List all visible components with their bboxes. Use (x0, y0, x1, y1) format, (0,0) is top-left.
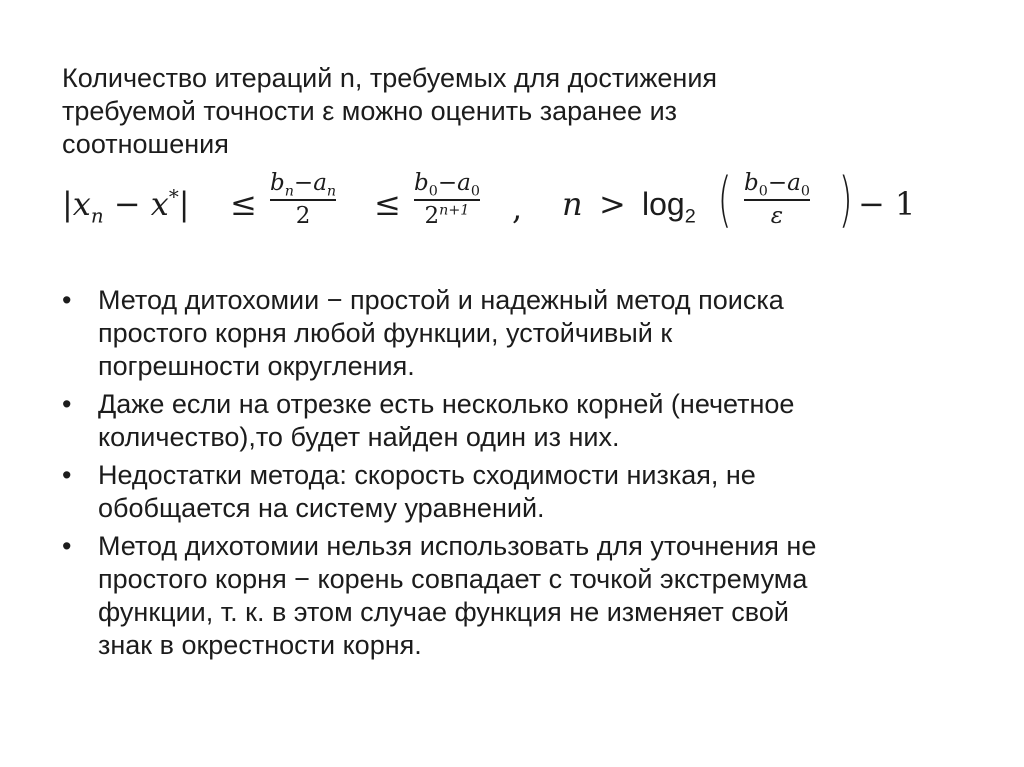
formula-log: $\log_2$ (642, 186, 696, 228)
intro-paragraph (62, 62, 942, 161)
bullet-item (62, 459, 962, 525)
formula-fraction-3: $b_0-a_0$ ε (744, 170, 810, 229)
bullet-line: обобщается на систему уравнений. (98, 493, 545, 523)
formula-gt-sign: > (599, 185, 626, 223)
formula-fraction-2: $b_0-a_0$ $2^{n+1}$ (414, 170, 480, 229)
formula-leq-sign: ≤ (374, 185, 401, 223)
formula-leq-sign: ≤ (230, 185, 257, 223)
bullet-line: Даже если на отрезке есть несколько корней (нечетное (98, 389, 795, 419)
formula-n: n (562, 185, 583, 223)
bullet-line: простого корня любой функции, устойчивый к (98, 318, 673, 348)
formula-minus-one: − 1 (858, 185, 916, 223)
bullet-line: знак в окрестности корня. (98, 630, 422, 660)
bullet-line: функции, т. к. в этом случае функция не изменяет свой (98, 597, 789, 627)
intro-line: Количество итераций n, требуемых для достижения (62, 63, 718, 93)
bullet-line: простого корня − корень совпадает с точкой экстремума (98, 564, 808, 594)
intro-line: соотношения (62, 129, 229, 159)
bullet-line: количество),то будет найден один из них. (98, 422, 620, 452)
bullet-item (62, 284, 962, 383)
bullet-item (62, 530, 962, 662)
formula-error-term: $|x_n - x^*|$ (62, 185, 190, 228)
bullet-line: Метод дихотомии нельзя использовать для уточнения не (98, 531, 817, 561)
formula-paren-close: ) (838, 165, 853, 235)
formula-fraction-1: $b_n-a_n$ 2 (270, 170, 337, 229)
iteration-estimate-formula (62, 165, 962, 246)
intro-line: требуемой точности ε можно оценить заранее из (62, 96, 678, 126)
bullet-line: Недостатки метода: скорость сходимости низкая, не (98, 460, 756, 490)
bullet-list (62, 284, 962, 667)
formula-paren-open: ( (717, 165, 732, 235)
bullet-icon: • (62, 389, 72, 419)
bullet-line: погрешности округления. (98, 351, 415, 381)
bullet-icon: • (62, 285, 72, 315)
bullet-line: Метод дитохомии − простой и надежный метод поиска (98, 285, 784, 315)
formula-comma: , (512, 189, 523, 227)
bullet-icon: • (62, 460, 72, 490)
bullet-icon: • (62, 531, 72, 561)
bullet-item (62, 388, 962, 454)
